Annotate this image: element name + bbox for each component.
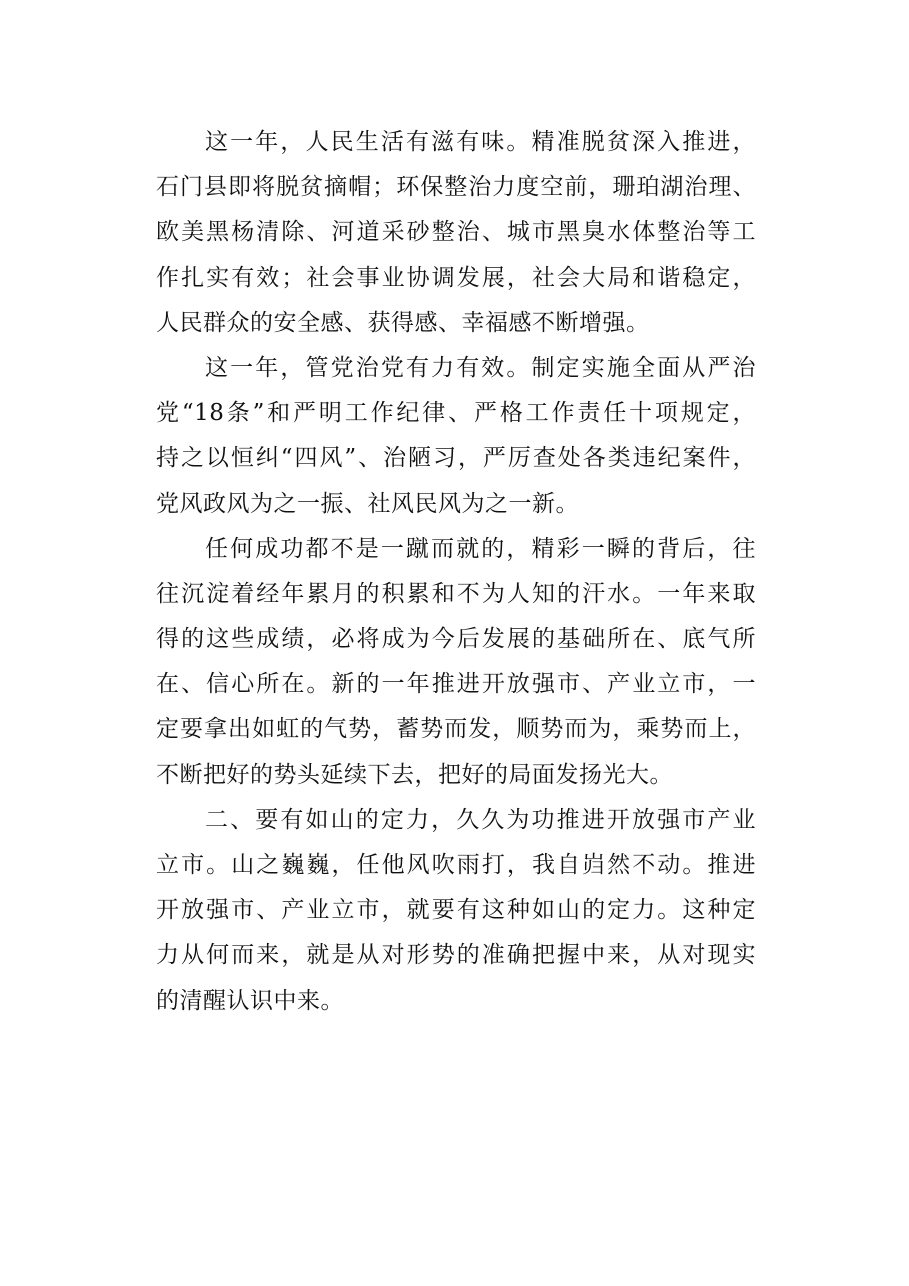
paragraph-line: 欧美黑杨清除、河道采砂整治、城市黑臭水体整治等工: [156, 219, 756, 246]
paragraph-line: 立市。山之巍巍，任他风吹雨打，我自岿然不动。推进: [156, 852, 756, 878]
paragraph-line: 在、信心所在。新的一年推进开放强市、产业立市，一: [156, 671, 756, 698]
paragraph-line: 往沉淀着经年累月的积累和不为人知的汗水。一年来取: [156, 580, 756, 607]
paragraph-line: 得的这些成绩，必将成为今后发展的基础所在、底气所: [156, 626, 756, 653]
paragraph-line: 开放强市、产业立市，就要有这种如山的定力。这种定: [156, 897, 756, 924]
paragraph-1: [156, 120, 756, 346]
paragraph-line: 的清醒认识中来。: [156, 987, 344, 1014]
paragraph-line: 持之以恒纠“四风”、治陋习，严厉查处各类违纪案件，: [156, 445, 756, 472]
paragraph-line: 石门县即将脱贫摘帽；环保整治力度空前，珊珀湖治理、: [156, 174, 756, 201]
paragraph-line: 人民群众的安全感、获得感、幸福感不断增强。: [156, 309, 650, 336]
paragraph-line: 作扎实有效；社会事业协调发展，社会大局和谐稳定，: [156, 264, 756, 291]
paragraph-4: [156, 798, 756, 1024]
paragraph-2: [156, 346, 756, 527]
paragraph-line: 任何成功都不是一蹴而就的，精彩一瞬的背后，往: [205, 535, 756, 562]
paragraph-3: [156, 527, 756, 798]
paragraph-line: 党“18条”和严明工作纪律、严格工作责任十项规定，: [156, 400, 756, 427]
paragraph-line: 党风政风为之一振、社风民风为之一新。: [156, 490, 579, 517]
paragraph-line: 不断把好的势头延续下去，把好的局面发扬光大。: [156, 761, 673, 788]
document-body: [156, 120, 756, 1024]
paragraph-line: 二、要有如山的定力，久久为功推进开放强市产业: [205, 806, 756, 833]
paragraph-line: 这一年，管党治党有力有效。制定实施全面从严治: [205, 354, 756, 381]
paragraph-line: 这一年，人民生活有滋有味。精准脱贫深入推进，: [205, 129, 756, 155]
paragraph-line: 定要拿出如虹的气势，蓄势而发，顺势而为，乘势而上，: [156, 716, 756, 743]
paragraph-line: 力从何而来，就是从对形势的准确把握中来，从对现实: [156, 942, 756, 969]
